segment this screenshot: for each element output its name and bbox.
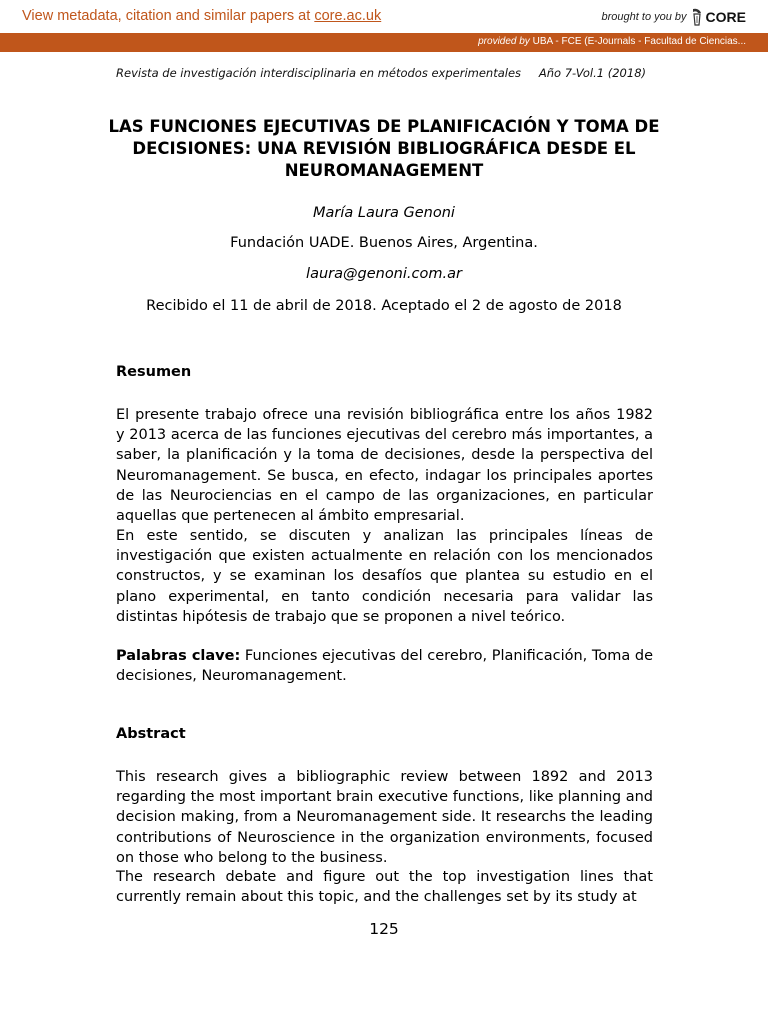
- journal-name: Revista de investigación interdisciplinaria en métodos experimentales: [116, 66, 522, 80]
- keywords-paragraph: [116, 646, 653, 686]
- resumen-heading: Resumen: [116, 364, 192, 380]
- abstract-paragraph-1: This research gives a bibliographic review between 1892 and 2013 regarding the most important brain executive functions, like planning and decision making, from a Neuromanagement side. It researchs the leading contributions of Neuroscience in the organization environments, focused on those who belong to the business.: [116, 769, 653, 866]
- provided-by-label: provided by: [478, 36, 530, 47]
- abstract-paragraph-2: The research debate and figure out the top investigation lines that currently remain about this topic, and the challenges set by its study at: [116, 869, 653, 906]
- journal-header: [116, 66, 646, 80]
- abstract-heading: Abstract: [116, 726, 186, 742]
- core-brand[interactable]: [602, 8, 746, 26]
- author-email: laura@genoni.com.ar: [306, 266, 462, 282]
- core-link[interactable]: core.ac.uk: [314, 8, 382, 24]
- author-affiliation: Fundación UADE. Buenos Aires, Argentina.: [230, 235, 538, 251]
- brought-to-you-text: brought to you by: [601, 11, 687, 23]
- page-number: 125: [369, 920, 399, 938]
- resumen-paragraph-2: En este sentido, se discuten y analizan las principales líneas de investigación que existen actualmente en relación con los mencionados constructos, y se examinan los desafíos que plantea su estudio en el plano experimental, en tanto condición necesaria para validar las distintas hipótesis de trabajo que se proponen a nivel teórico.: [116, 528, 653, 625]
- author-name: María Laura Genoni: [313, 205, 455, 221]
- article-title: LAS FUNCIONES EJECUTIVAS DE PLANIFICACIÓN Y TOMA DE DECISIONES: UNA REVISIÓN BIBLIOGRÁFICA DESDE EL NEUROMANAGEMENT: [108, 117, 660, 180]
- keywords-text: Funciones ejecutivas del cerebro, Planificación, Toma de decisiones, Neuromanagement.: [116, 648, 653, 685]
- core-brand-name: CORE: [705, 9, 746, 25]
- journal-volume: Año 7-Vol.1 (2018): [538, 66, 646, 80]
- core-view-text: View metadata, citation and similar papers at: [22, 8, 315, 24]
- keywords-label: Palabras clave:: [116, 648, 241, 664]
- core-banner: [0, 0, 768, 33]
- provided-by-source: UBA - FCE (E-Journals - Facultad de Ciencias...: [529, 36, 746, 47]
- core-logo-icon: [691, 8, 703, 26]
- received-accepted-dates: Recibido el 11 de abril de 2018. Aceptado el 2 de agosto de 2018: [146, 298, 622, 314]
- provided-by-text[interactable]: [478, 36, 746, 47]
- resumen-paragraph-1: El presente trabajo ofrece una revisión bibliográfica entre los años 1982 y 2013 acerca de las funciones ejecutivas del cerebro más importantes, a saber, la planificación y la toma de decisiones, desde la perspectiva del Neuromanagement. Se busca, en efecto, indagar los principales aportes de las Neurociencias en el campo de las organizaciones, en particular aquellas que pertenecen al ámbito empresarial.: [116, 407, 653, 525]
- core-provided-bar: [0, 33, 768, 52]
- core-metadata-text: [22, 8, 381, 24]
